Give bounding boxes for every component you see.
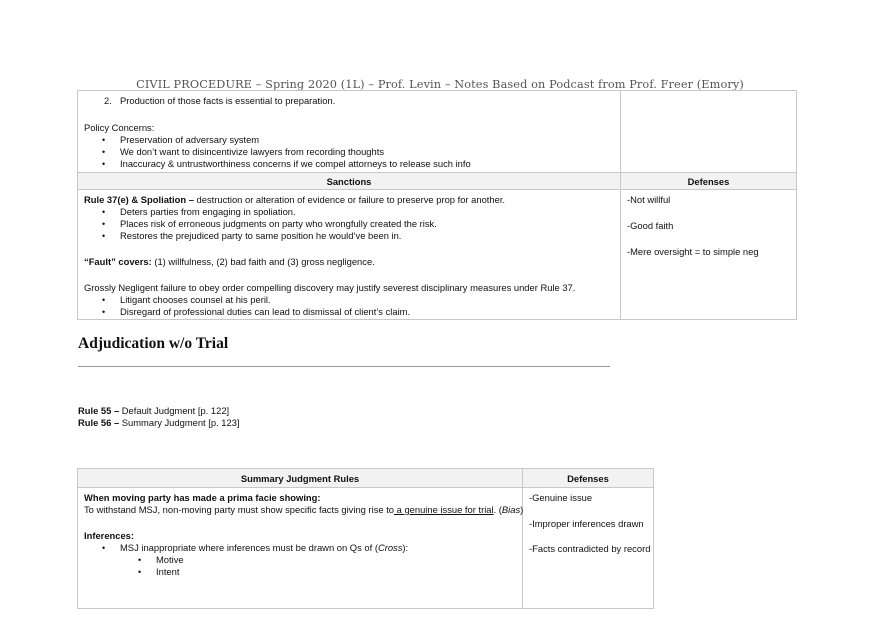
list-item: • Litigant chooses counsel at his peril. xyxy=(120,294,271,306)
section-title: Adjudication w/o Trial xyxy=(78,335,229,352)
defense-item: -Facts contradicted by record xyxy=(529,543,651,554)
column-header: Defenses xyxy=(621,173,797,190)
defenses-cell xyxy=(621,190,796,319)
list-item: • Deters parties from engaging in spoliation. xyxy=(120,206,296,218)
list-item: • Inaccuracy & untrustworthiness concerns if we compel attorneys to release such info xyxy=(120,158,471,170)
table-header-row xyxy=(78,173,797,190)
sub-list-item: • Intent xyxy=(156,566,179,578)
column-header: Sanctions xyxy=(78,173,621,190)
rule55-line: Rule 55 – Default Judgment [p. 122] xyxy=(78,405,230,416)
table-header-row xyxy=(78,469,654,488)
list-item: • We don’t want to disincentivize lawyers from recording thoughts xyxy=(120,146,384,158)
policy-label: Policy Concerns: xyxy=(84,122,155,133)
table-row xyxy=(78,488,654,609)
table-row xyxy=(78,91,797,173)
rules-cell xyxy=(78,488,522,608)
column-header: Defenses xyxy=(523,469,654,488)
list-item: • MSJ inappropriate where inferences must be drawn on Qs of (Cross): xyxy=(120,542,408,554)
list-item: • Places risk of erroneous judgments on party who wrongfully created the risk. xyxy=(120,218,437,230)
empty-cell xyxy=(621,91,797,173)
sanctions-cell xyxy=(78,190,620,319)
list-item: • Restores the prejudiced party to same position he would’ve been in. xyxy=(120,230,401,242)
inferences-heading: Inferences: xyxy=(84,530,135,541)
rule37-line: Rule 37(e) & Spoliation – destruction or alteration of evidence or failure to preserve prop for another. xyxy=(84,194,506,205)
section-divider xyxy=(78,366,610,367)
gross-negligence-text: Grossly Negligent failure to obey order compelling discovery may justify severest disciplinary measures under Rule 37. xyxy=(84,282,576,293)
defense-item: -Not willful xyxy=(627,194,671,205)
defense-item: -Genuine issue xyxy=(529,492,593,503)
defense-item: -Good faith xyxy=(627,220,674,231)
summary-judgment-table xyxy=(77,468,654,609)
list-item: • Disregard of professional duties can lead to dismissal of client’s claim. xyxy=(120,306,410,318)
numbered-item: Production of those facts is essential to preparation. xyxy=(120,95,336,106)
sub-list-item: • Motive xyxy=(156,554,184,566)
column-header: Summary Judgment Rules xyxy=(78,469,523,488)
sanctions-table xyxy=(77,90,797,320)
msj-line: To withstand MSJ, non-moving party must show specific facts giving rise to a genuine issue for trial. (Bias) xyxy=(84,504,524,515)
rule56-line: Rule 56 – Summary Judgment [p. 123] xyxy=(78,417,240,428)
table-row xyxy=(78,190,797,320)
prima-facie-heading: When moving party has made a prima facie showing: xyxy=(84,492,321,503)
page-header: CIVIL PROCEDURE – Spring 2020 (1L) – Prof. Levin – Notes Based on Podcast from Prof. Freer (Emory) xyxy=(136,78,744,91)
work-product-cell xyxy=(78,91,620,172)
defenses-cell xyxy=(523,488,653,608)
defense-item: -Improper inferences drawn xyxy=(529,518,644,529)
list-item: • Preservation of adversary system xyxy=(120,134,259,146)
list-number: 2. xyxy=(104,95,112,106)
defense-item: -Mere oversight = to simple neg xyxy=(627,246,759,257)
fault-line: “Fault” covers: (1) willfulness, (2) bad faith and (3) gross negligence. xyxy=(84,256,375,267)
